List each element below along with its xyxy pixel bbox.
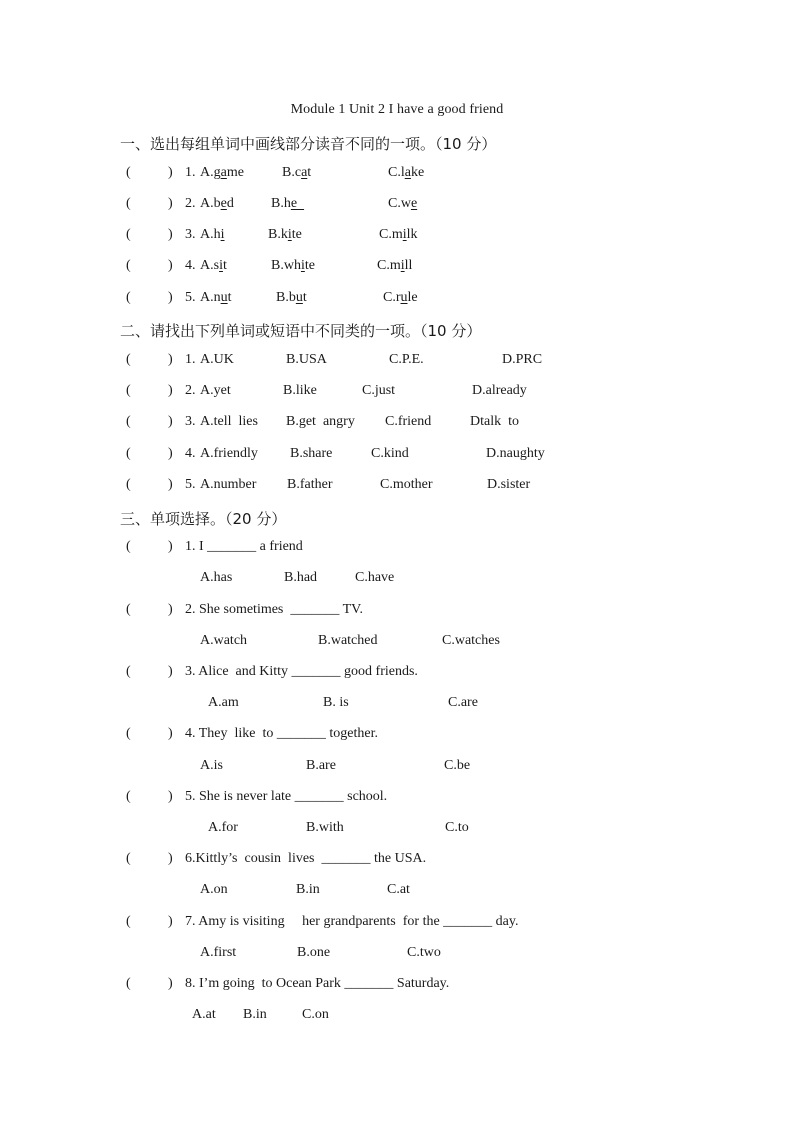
- option-a: A.yet: [200, 383, 231, 398]
- option-c: C.on: [302, 1007, 329, 1022]
- option-d: Dtalk to: [470, 414, 519, 429]
- underlined-letters: i: [400, 258, 405, 273]
- option-a: A.game: [200, 165, 244, 180]
- option-c: C.lake: [388, 165, 425, 180]
- answer-paren-open: (: [126, 664, 131, 679]
- options-row: [0, 1007, 794, 1027]
- option-d: D.naughty: [486, 446, 545, 461]
- underlined-letters: a: [404, 165, 411, 180]
- options-row: [0, 695, 794, 715]
- question-row: [0, 352, 794, 372]
- answer-paren-close: ): [168, 477, 173, 492]
- option-b: B. is: [323, 695, 349, 710]
- answer-paren-open: (: [126, 914, 131, 929]
- answer-paren-open: (: [126, 290, 131, 305]
- option-c: C.at: [387, 882, 410, 897]
- answer-paren-close: ): [168, 290, 173, 305]
- section-heading: 三、单项选择。（20 分）: [120, 510, 287, 528]
- option-b: B.in: [296, 882, 320, 897]
- option-a: A.bed: [200, 196, 234, 211]
- underlined-letters: i: [287, 227, 292, 242]
- answer-paren-open: (: [126, 539, 131, 554]
- option-d: D.sister: [487, 477, 531, 492]
- option-a: A.on: [200, 882, 228, 897]
- answer-paren-close: ): [168, 914, 173, 929]
- answer-paren-open: (: [126, 602, 131, 617]
- option-b: B.watched: [318, 633, 378, 648]
- section-heading: 二、请找出下列单词或短语中不同类的一项。（10 分）: [120, 322, 482, 340]
- options-row: [0, 758, 794, 778]
- underlined-letters: u: [220, 290, 228, 305]
- option-a: A.for: [208, 820, 238, 835]
- underlined-letters: a: [301, 165, 308, 180]
- option-c: C.be: [444, 758, 471, 773]
- underlined-letters: e: [220, 196, 227, 211]
- question-row: [0, 726, 794, 746]
- question-row: [0, 383, 794, 403]
- question-row: [0, 227, 794, 247]
- page-title: Module 1 Unit 2 I have a good friend: [290, 102, 504, 117]
- answer-paren-open: (: [126, 789, 131, 804]
- answer-paren-close: ): [168, 414, 173, 429]
- option-b: B.like: [283, 383, 317, 398]
- answer-paren-open: (: [126, 258, 131, 273]
- answer-paren-close: ): [168, 539, 173, 554]
- option-c: C.two: [407, 945, 441, 960]
- answer-paren-close: ): [168, 789, 173, 804]
- options-row: [0, 882, 794, 902]
- question-number: 5.: [185, 477, 196, 492]
- option-c: C.friend: [385, 414, 432, 429]
- option-b: B.share: [290, 446, 333, 461]
- answer-paren-open: (: [126, 726, 131, 741]
- question-number: 3.: [185, 227, 196, 242]
- option-b: B.with: [306, 820, 344, 835]
- question-row: [0, 664, 794, 684]
- question-text: 6.Kittly’s cousin lives _______ the USA.: [185, 851, 427, 866]
- question-text: 1. I _______ a friend: [185, 539, 303, 554]
- option-c: C.mill: [377, 258, 413, 273]
- option-b: B.are: [306, 758, 336, 773]
- underlined-letters: e: [410, 196, 418, 211]
- option-c: C.have: [355, 570, 395, 585]
- options-row: [0, 820, 794, 840]
- question-number: 2.: [185, 196, 196, 211]
- option-b: B.he: [271, 196, 305, 211]
- option-b: B.white: [271, 258, 315, 273]
- answer-paren-close: ): [168, 383, 173, 398]
- question-row: [0, 196, 794, 216]
- question-text: 8. I’m going to Ocean Park _______ Saturday.: [185, 976, 450, 991]
- option-a: A.at: [192, 1007, 216, 1022]
- option-a: A.watch: [200, 633, 248, 648]
- answer-paren-close: ): [168, 352, 173, 367]
- question-row: [0, 165, 794, 185]
- answer-paren-open: (: [126, 196, 131, 211]
- option-d: D.already: [472, 383, 527, 398]
- answer-paren-open: (: [126, 976, 131, 991]
- option-a: A.am: [208, 695, 239, 710]
- question-number: 4.: [185, 258, 196, 273]
- answer-paren-close: ): [168, 976, 173, 991]
- question-row: [0, 976, 794, 996]
- question-row: [0, 258, 794, 278]
- option-a: A.friendly: [200, 446, 258, 461]
- option-d: D.PRC: [502, 352, 543, 367]
- option-a: A.has: [200, 570, 233, 585]
- option-b: B.kite: [268, 227, 302, 242]
- underlined-letters: u: [400, 290, 408, 305]
- option-b: B.but: [276, 290, 307, 305]
- underlined-letters: i: [402, 227, 407, 242]
- option-c: C.milk: [379, 227, 418, 242]
- answer-paren-close: ): [168, 258, 173, 273]
- question-text: 4. They like to _______ together.: [185, 726, 378, 741]
- question-text: 5. She is never late _______ school.: [185, 789, 388, 804]
- question-number: 5.: [185, 290, 196, 305]
- question-row: [0, 602, 794, 622]
- answer-paren-open: (: [126, 383, 131, 398]
- option-a: A.first: [200, 945, 237, 960]
- options-row: [0, 945, 794, 965]
- option-b: B.USA: [286, 352, 327, 367]
- question-row: [0, 789, 794, 809]
- option-b: B.had: [284, 570, 318, 585]
- option-a: A.is: [200, 758, 223, 773]
- options-row: [0, 633, 794, 653]
- answer-paren-close: ): [168, 851, 173, 866]
- question-number: 4.: [185, 446, 196, 461]
- question-number: 1.: [185, 352, 196, 367]
- underlined-letters: i: [300, 258, 305, 273]
- question-number: 2.: [185, 383, 196, 398]
- underlined-letters: u: [295, 290, 303, 305]
- answer-paren-close: ): [168, 726, 173, 741]
- option-a: A.hi: [200, 227, 225, 242]
- options-row: [0, 570, 794, 590]
- answer-paren-open: (: [126, 414, 131, 429]
- underlined-letters: a: [220, 165, 227, 180]
- question-row: [0, 414, 794, 434]
- option-c: C.are: [448, 695, 478, 710]
- option-a: A.tell lies: [200, 414, 258, 429]
- answer-paren-close: ): [168, 602, 173, 617]
- option-b: B.cat: [282, 165, 312, 180]
- option-b: B.one: [297, 945, 331, 960]
- question-row: [0, 851, 794, 871]
- question-row: [0, 290, 794, 310]
- option-c: C.mother: [380, 477, 433, 492]
- answer-paren-open: (: [126, 851, 131, 866]
- underlined-letters: e: [290, 196, 305, 211]
- option-c: C.we: [388, 196, 418, 211]
- answer-paren-open: (: [126, 165, 131, 180]
- option-b: B.father: [287, 477, 333, 492]
- section-heading: 一、选出每组单词中画线部分读音不同的一项。（10 分）: [120, 135, 497, 153]
- answer-paren-open: (: [126, 352, 131, 367]
- question-number: 3.: [185, 414, 196, 429]
- question-row: [0, 539, 794, 559]
- option-a: A.nut: [200, 290, 232, 305]
- question-number: 1.: [185, 165, 196, 180]
- answer-paren-close: ): [168, 446, 173, 461]
- answer-paren-close: ): [168, 227, 173, 242]
- question-row: [0, 446, 794, 466]
- question-text: 2. She sometimes _______ TV.: [185, 602, 363, 617]
- option-b: B.in: [243, 1007, 267, 1022]
- question-text: 3. Alice and Kitty _______ good friends.: [185, 664, 418, 679]
- answer-paren-open: (: [126, 446, 131, 461]
- answer-paren-close: ): [168, 165, 173, 180]
- option-c: C.kind: [371, 446, 409, 461]
- question-row: [0, 914, 794, 934]
- option-c: C.just: [362, 383, 396, 398]
- option-a: A.UK: [200, 352, 234, 367]
- option-a: A.number: [200, 477, 257, 492]
- option-b: B.get angry: [286, 414, 355, 429]
- option-a: A.sit: [200, 258, 227, 273]
- question-text: 7. Amy is visiting her grandparents for the _______ day.: [185, 914, 519, 929]
- answer-paren-close: ): [168, 664, 173, 679]
- option-c: C.rule: [383, 290, 418, 305]
- answer-paren-close: ): [168, 196, 173, 211]
- question-row: [0, 477, 794, 497]
- option-c: C.P.E.: [389, 352, 424, 367]
- answer-paren-open: (: [126, 477, 131, 492]
- answer-paren-open: (: [126, 227, 131, 242]
- underlined-letters: i: [219, 258, 223, 273]
- option-c: C.watches: [442, 633, 500, 648]
- underlined-letters: i: [220, 227, 225, 242]
- option-c: C.to: [445, 820, 469, 835]
